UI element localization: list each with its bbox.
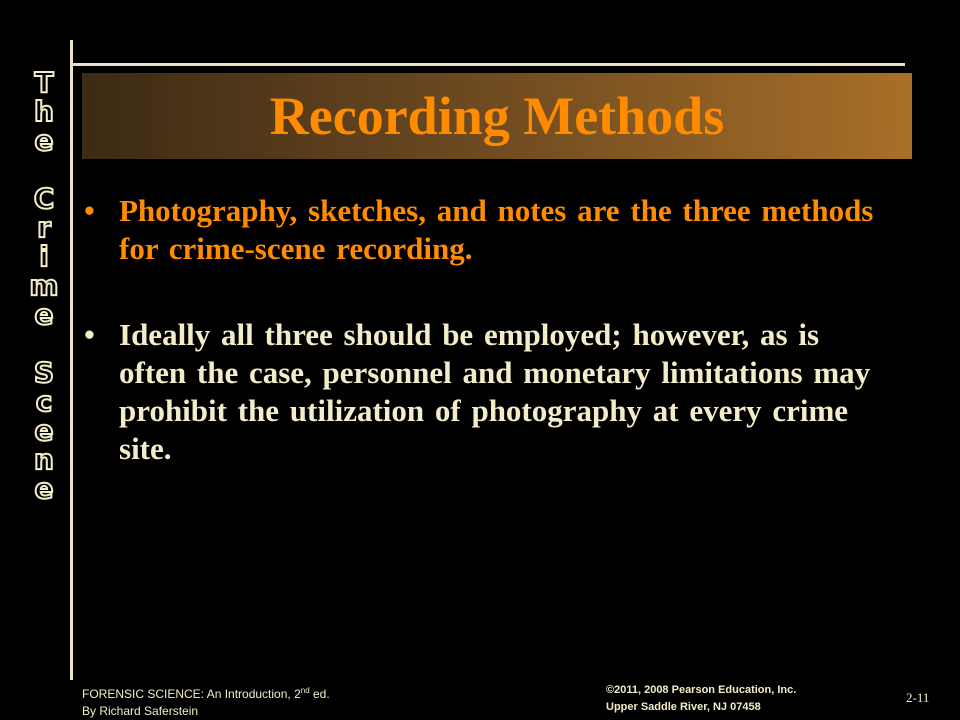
side-title-letter: i [39,240,49,273]
bullet-item [84,192,884,268]
side-title-letter: T [34,66,54,99]
side-title-letter: r [37,211,51,244]
side-title-letter: e [34,124,54,157]
footer-author: By Richard Saferstein [82,704,199,718]
bullet-text: Photography, sketches, and notes are the three methods for crime-scene recording. [119,193,874,266]
footer-book-info [82,682,330,720]
bullet-item [84,316,884,468]
side-title-letter: n [34,443,54,476]
footer-publisher [606,682,796,716]
footer-edition-suffix: ed. [309,687,330,701]
side-title-letter: c [35,385,53,418]
title-bar [82,73,912,159]
footer-book-title [82,682,330,703]
page-number: 2-11 [906,690,930,705]
footer-copyright: ©2011, 2008 Pearson Education, Inc. [606,684,797,696]
slide-title: Recording Methods [269,86,725,146]
horizontal-rule [70,63,905,66]
side-title-letter: h [34,95,54,128]
side-title-letter: S [33,356,55,389]
side-title-letter: e [34,414,54,447]
side-title-letter: m [29,269,59,302]
vertical-rule [70,40,73,680]
footer-edition-superscript: nd [300,686,310,695]
bullet-marker: • [84,193,95,228]
bullet-marker: • [84,317,95,352]
bullet-text: Ideally all three should be employed; however, as is often the case, personnel and monetary limitations may prohibit the utilization of photography at every crime site. [119,317,871,466]
side-title-letter: e [34,298,54,331]
side-title-letter: e [34,472,54,505]
bullet-list [84,192,884,468]
footer-address: Upper Saddle River, NJ 07458 [606,701,761,713]
footer-book-title-text: FORENSIC SCIENCE: An Introduction, 2 [82,687,301,701]
side-title-the-crime-scene [18,68,70,503]
side-title-letter: C [33,182,55,215]
